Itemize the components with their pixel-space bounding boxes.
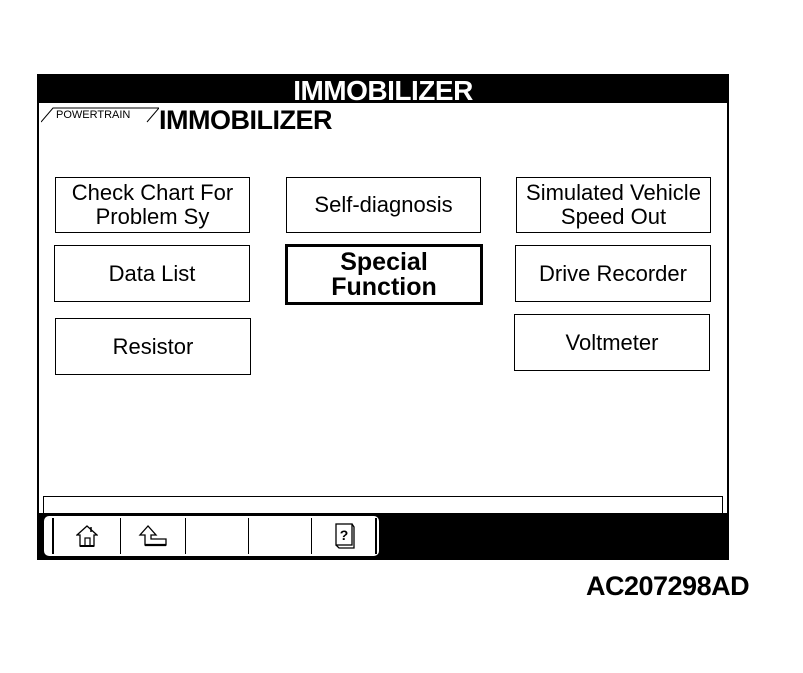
- home-button[interactable]: [52, 518, 120, 554]
- self-diagnosis-button[interactable]: Self-diagnosis: [286, 177, 481, 233]
- back-button[interactable]: [120, 518, 185, 554]
- check-chart-button[interactable]: Check Chart For Problem Sy: [55, 177, 250, 233]
- toolbar-blank-button-2[interactable]: [248, 518, 311, 554]
- resistor-button[interactable]: Resistor: [55, 318, 251, 375]
- back-up-icon: [138, 524, 168, 548]
- toolbar-button-strip: [44, 516, 379, 556]
- diagnostic-screen: [37, 74, 729, 560]
- simulated-vehicle-speed-button[interactable]: Simulated Vehicle Speed Out: [516, 177, 711, 233]
- data-list-button[interactable]: Data List: [54, 245, 250, 302]
- toolbar: [39, 513, 727, 560]
- figure-code: AC207298AD: [586, 571, 750, 601]
- help-book-icon: [333, 523, 355, 549]
- page-title: IMMOBILIZER: [159, 105, 332, 135]
- home-icon: [76, 524, 98, 548]
- toolbar-blank-button-1[interactable]: [185, 518, 248, 554]
- breadcrumb-system[interactable]: POWERTRAIN: [56, 109, 131, 121]
- window-title: IMMOBILIZER: [39, 76, 727, 103]
- drive-recorder-button[interactable]: Drive Recorder: [515, 245, 711, 302]
- voltmeter-button[interactable]: Voltmeter: [514, 314, 710, 371]
- help-button[interactable]: [311, 518, 377, 554]
- svg-text:?: ?: [339, 527, 348, 543]
- special-function-button[interactable]: Special Function: [285, 244, 483, 305]
